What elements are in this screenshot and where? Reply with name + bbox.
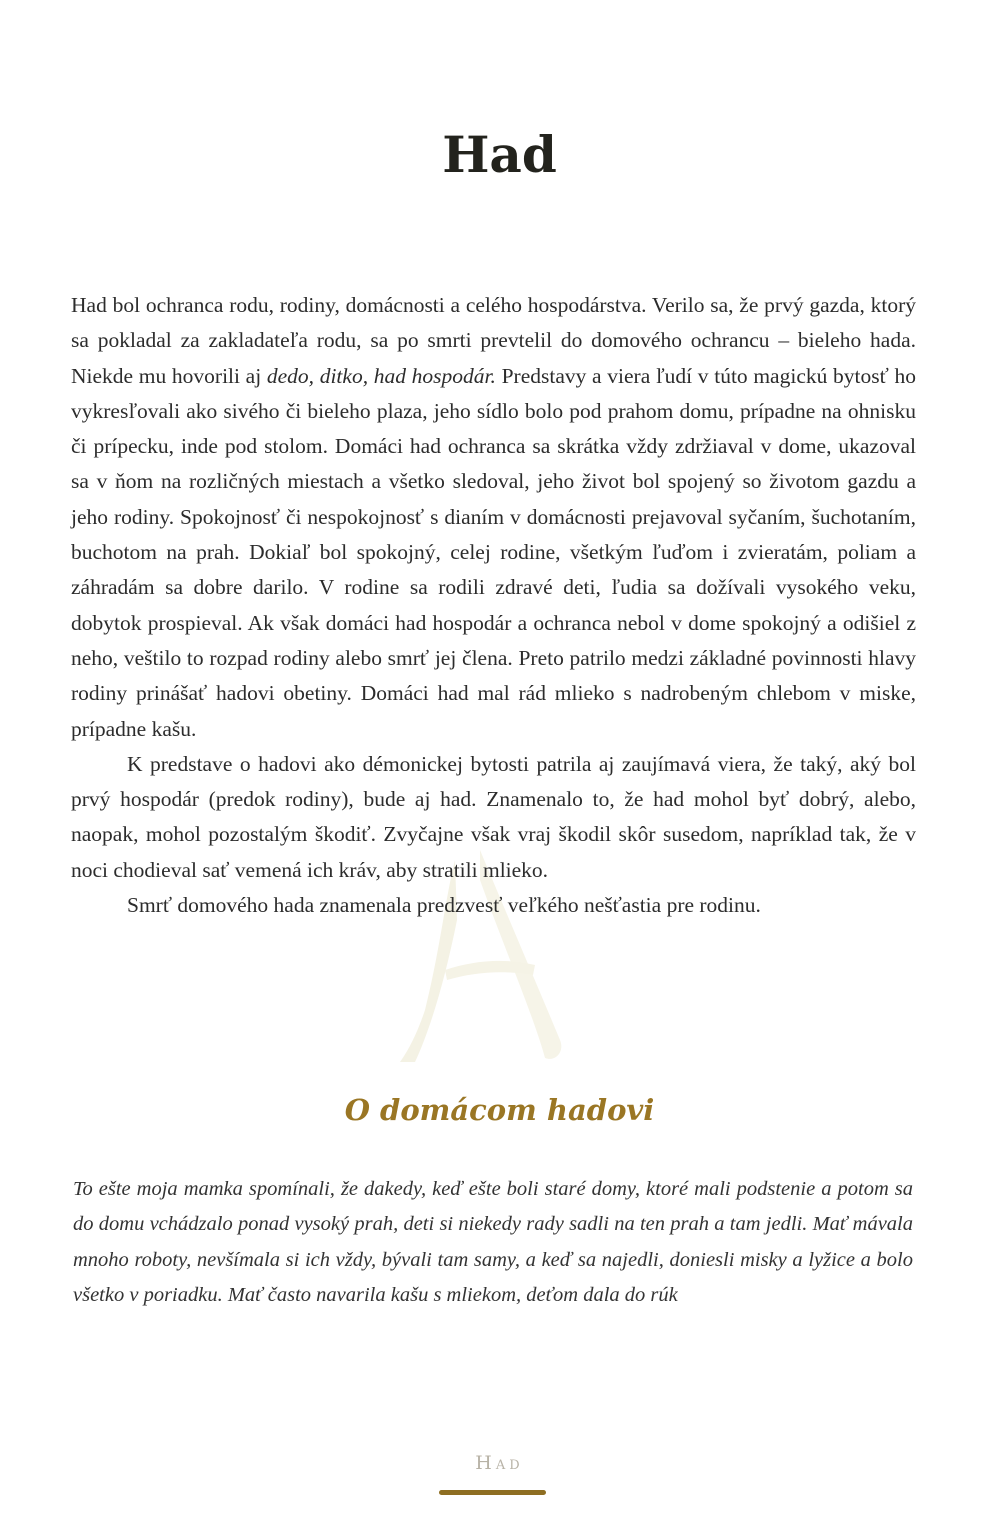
- paragraph-1-text-continued: Predstavy a viera ľudí v túto magickú bytosť ho vykresľovali ako sivého či bieleho plaza, jeho sídlo bolo pod prahom domu, prípadne na ohnisku či prípecku, inde pod stolom. Domáci had ochranca sa skrátka vždy zdržiaval v dome, ukazoval sa v ňom na rozličných miestach a všetko sledoval, jeho život bol spojený so životom gazdu a jeho rodiny. Spokojnosť či nespokojnosť s dianím v domácnosti prejavoval syčaním, šuchotaním, buchotom na prah. Dokiaľ bol spokojný, celej rodine, všetkým ľuďom i zvieratám, poliam a záhradám sa dobre darilo. V rodine sa rodili zdravé deti, ľudia sa dožívali vysokého veku, dobytok prospieval. Ak však domáci had hospodár a ochranca nebol v dome spokojný a odišiel z neho, veštilo to rozpad rodiny alebo smrť jej člena. Preto patrilo medzi základné povinnosti hlavy rodiny prinášať hadovi obetiny. Domáci had mal rád mlieko s nadrobeným chlebom v miske, prípadne kašu.: [71, 363, 916, 741]
- footer-rule: [439, 1490, 546, 1495]
- section-subtitle: O domácom hadovi: [344, 1093, 655, 1127]
- story-text: To ešte moja mamka spomínali, že dakedy, keď ešte boli staré domy, ktoré mali podstenie a potom sa do domu vchádzalo ponad vysoký prah, deti si niekedy rady sadli na ten prah a tam jedli. Mať mávala mnoho roboty, nevšímala si ich vždy, bývali tam samy, a keď sa najedli, doniesli misky a lyžice a bolo všetko v poriadku. Mať často navarila kašu s mliekom, deťom dala do rúk: [73, 1178, 913, 1306]
- paragraph-2: K predstave o hadovi ako démonickej bytosti patrila aj zaujímavá viera, že taký, aký bol prvý hospodár (predok rodiny), bude aj had. Znamenalo to, že had mohol byť dobrý, alebo, naopak, mohol pozostalým škodiť. Zvyčajne však vraj škodil skôr susedom, napríklad tak, že v noci chodieval sať vemená ich kráv, aby stratili mlieko.: [71, 751, 916, 882]
- main-text: [71, 288, 916, 923]
- paragraph-3: Smrť domového hada znamenala predzvesť veľkého nešťastia pre rodinu.: [127, 893, 761, 918]
- paragraph-1: [71, 288, 916, 747]
- paragraph-1-italic-names: dedo, ditko, had hospodár.: [266, 363, 496, 388]
- running-footer: Had: [475, 1452, 524, 1474]
- paragraph-1-text: Had bol ochranca rodu, rodiny, domácnosti a celého hospodárstva. Verilo sa, že prvý gazda, ktorý sa pokladal za zakladateľa rodu, sa po smrti prevtelil do domového ochrancu – bieleho hada. Niekde mu hovorili aj: [71, 293, 916, 388]
- page-title: Had: [442, 125, 557, 184]
